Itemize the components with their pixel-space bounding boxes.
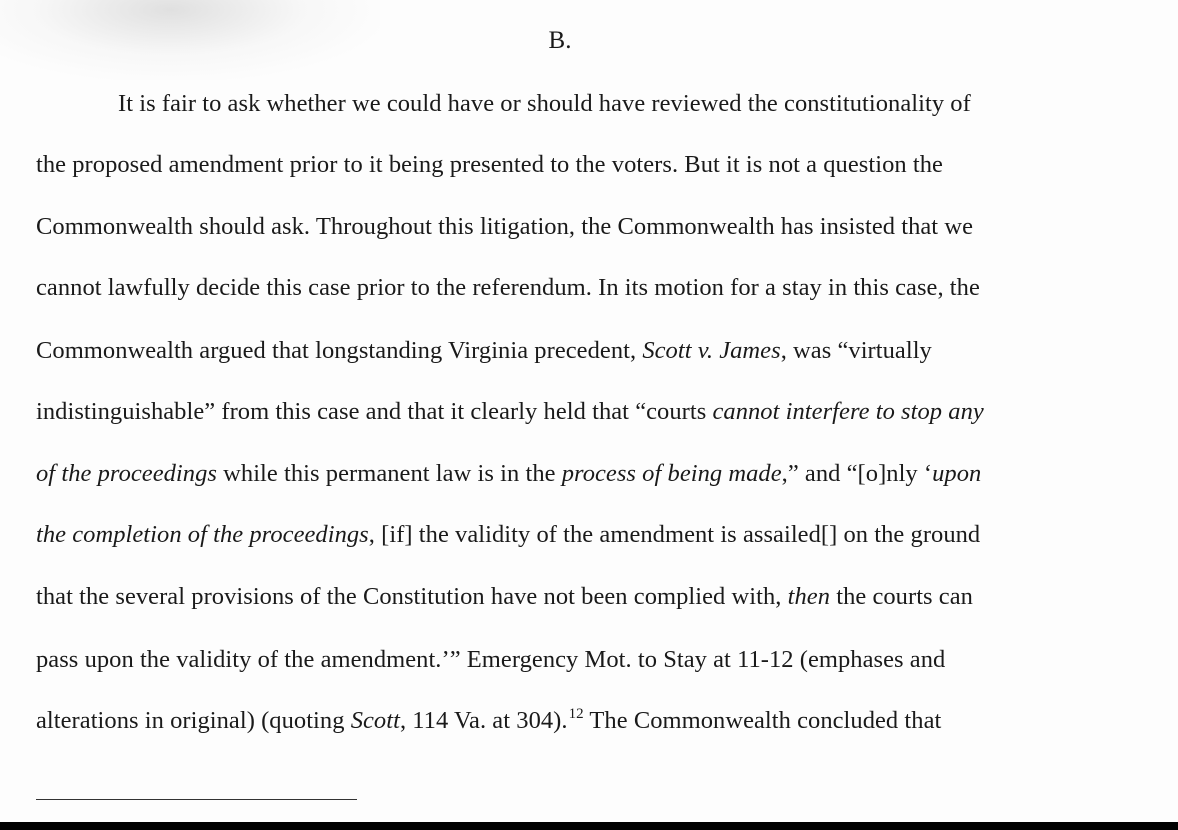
emphasized-quote: process of being made: [561, 460, 782, 487]
paragraph-line: It is fair to ask whether we could have or should have reviewed the constitutionality of: [118, 90, 971, 117]
paragraph-line: Commonwealth should ask. Throughout this litigation, the Commonwealth has insisted that we: [36, 213, 974, 240]
paragraph-line: the proposed amendment prior to it being presented to the voters. But it is not a question the: [36, 151, 943, 178]
paragraph-line: of the proceedings while this permanent law is in the process of being made,” and “[o]nly ‘upon: [36, 460, 982, 487]
emphasized-quote: cannot interfere to stop any: [712, 398, 984, 425]
paragraph-line: the completion of the proceedings, [if] the validity of the amendment is assailed[] on the ground: [36, 521, 981, 548]
footnote-separator: [36, 799, 357, 800]
emphasized-quote: the completion of the proceedings: [36, 521, 369, 548]
paragraph-line: that the several provisions of the Constitution have not been complied with, then the courts can: [36, 583, 973, 610]
case-citation: Scott v. James: [642, 337, 781, 364]
case-citation: Scott: [350, 707, 400, 734]
emphasized-quote: of the proceedings: [36, 460, 217, 487]
paragraph-line: cannot lawfully decide this case prior to the referendum. In its motion for a stay in this case, the: [36, 274, 980, 301]
emphasized-quote: upon: [932, 460, 982, 487]
paragraph-line: indistinguishable” from this case and that it clearly held that “courts cannot interfere to stop any: [36, 398, 984, 425]
paragraph-line: alterations in original) (quoting Scott, 114 Va. at 304).$^{12}$ The Commonwealth concluded that: [36, 706, 942, 734]
paragraph-line: Commonwealth argued that longstanding Virginia precedent, Scott v. James, was “virtually: [36, 337, 932, 364]
screen-edge-bar: [0, 822, 1178, 830]
section-heading: B.: [548, 27, 572, 54]
paragraph-line: pass upon the validity of the amendment.’” Emergency Mot. to Stay at 11-12 (emphases and: [36, 646, 946, 673]
footnote-marker[interactable]: 12: [568, 706, 584, 722]
emphasized-word: then: [787, 583, 831, 610]
